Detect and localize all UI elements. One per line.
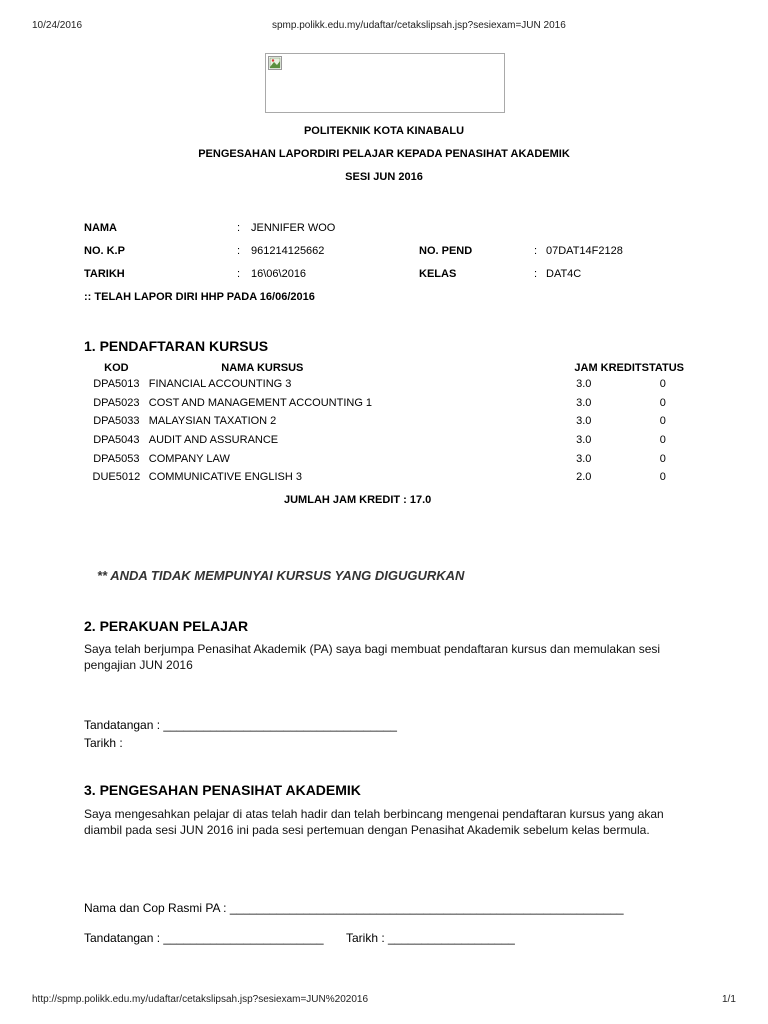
cell-status: 0 xyxy=(659,434,666,447)
table-row xyxy=(84,375,684,394)
cell-kod: DPA5013 xyxy=(93,378,140,391)
cell-jam-kredit: 3.0 xyxy=(576,378,592,391)
table-row xyxy=(84,394,684,413)
table-header-row xyxy=(84,360,684,375)
section3-title: 3. PENGESAHAN PENASIHAT AKADEMIK xyxy=(84,782,361,798)
nama-value: JENNIFER WOO xyxy=(251,222,336,234)
pend-value: 07DAT14F2128 xyxy=(546,245,623,257)
header-jam-kredit: JAM KREDIT xyxy=(574,361,642,374)
cell-status: 0 xyxy=(659,378,666,391)
footer-page-number: 1/1 xyxy=(722,994,736,1005)
cell-jam-kredit: 3.0 xyxy=(576,434,592,447)
cell-status: 0 xyxy=(659,396,666,409)
table-row xyxy=(84,449,684,468)
broken-image-icon xyxy=(268,56,282,70)
logo-image-placeholder xyxy=(265,53,505,113)
cell-jam-kredit: 3.0 xyxy=(576,396,592,409)
cell-nama-kursus: COST AND MANAGEMENT ACCOUNTING 1 xyxy=(148,396,373,409)
student-date-line: Tarikh : xyxy=(84,736,123,750)
nama-label: NAMA xyxy=(84,222,117,234)
kelas-value: DAT4C xyxy=(546,268,582,280)
cell-kod: DPA5053 xyxy=(93,452,140,465)
cell-kod: DUE5012 xyxy=(92,471,141,484)
dropped-courses-note: ** ANDA TIDAK MEMPUNYAI KURSUS YANG DIGUGURKAN xyxy=(97,568,465,583)
colon: : xyxy=(237,222,241,234)
colon: : xyxy=(237,268,241,280)
header-status: STATUS xyxy=(641,361,684,374)
kp-value: 961214125662 xyxy=(251,245,325,257)
cell-kod: DPA5033 xyxy=(93,415,140,428)
cell-nama-kursus: COMMUNICATIVE ENGLISH 3 xyxy=(148,471,302,484)
document-title: PENGESAHAN LAPORDIRI PELAJAR KEPADA PENASIHAT AKADEMIK xyxy=(198,148,570,160)
cell-nama-kursus: AUDIT AND ASSURANCE xyxy=(148,434,279,447)
cell-kod: DPA5043 xyxy=(93,434,140,447)
print-date: 10/24/2016 xyxy=(32,20,83,31)
session-title: SESI JUN 2016 xyxy=(345,171,423,183)
cell-nama-kursus: MALAYSIAN TAXATION 2 xyxy=(148,415,277,428)
tarikh-label: TARIKH xyxy=(84,268,125,280)
total-credit: JUMLAH JAM KREDIT : 17.0 xyxy=(284,494,432,506)
courses-table xyxy=(84,360,684,487)
section1-title: 1. PENDAFTARAN KURSUS xyxy=(84,338,269,354)
cell-status: 0 xyxy=(659,452,666,465)
cell-kod: DPA5023 xyxy=(93,396,140,409)
pend-label: NO. PEND xyxy=(419,245,473,257)
print-url: spmp.polikk.edu.my/udaftar/cetakslipsah.jsp?sesiexam=JUN 2016 xyxy=(272,20,566,31)
section2-title: 2. PERAKUAN PELAJAR xyxy=(84,618,249,634)
cell-status: 0 xyxy=(659,471,666,484)
header-nama-kursus: NAMA KURSUS xyxy=(221,361,304,374)
cell-status: 0 xyxy=(659,415,666,428)
student-signature-line: Tandatangan : ___________________________________ xyxy=(84,718,397,732)
section2-text: Saya telah berjumpa Penasihat Akademik (PA) saya bagi membuat pendaftaran kursus dan memulakan sesi pengajian JUN 2016 xyxy=(84,642,661,672)
pa-name-stamp-line: Nama dan Cop Rasmi PA : ___________________________________________________________ xyxy=(84,901,624,915)
cell-jam-kredit: 2.0 xyxy=(576,471,592,484)
colon: : xyxy=(237,245,241,257)
cell-nama-kursus: COMPANY LAW xyxy=(148,452,230,465)
footer-url: http://spmp.polikk.edu.my/udaftar/cetakslipsah.jsp?sesiexam=JUN%202016 xyxy=(32,994,369,1005)
table-row xyxy=(84,412,684,431)
cell-jam-kredit: 3.0 xyxy=(576,452,592,465)
colon: : xyxy=(534,245,538,257)
colon: : xyxy=(534,268,538,280)
cell-jam-kredit: 3.0 xyxy=(576,415,592,428)
institution-name: POLITEKNIK KOTA KINABALU xyxy=(303,125,465,137)
cell-nama-kursus: FINANCIAL ACCOUNTING 3 xyxy=(148,378,292,391)
table-row xyxy=(84,431,684,450)
table-row xyxy=(84,468,684,487)
tarikh-value: 16\06\2016 xyxy=(251,268,307,280)
report-note: :: TELAH LAPOR DIRI HHP PADA 16/06/2016 xyxy=(84,291,315,303)
kp-label: NO. K.P xyxy=(84,245,125,257)
pa-date-line: Tarikh : ___________________ xyxy=(346,931,515,945)
header-kod: KOD xyxy=(104,361,129,374)
kelas-label: KELAS xyxy=(419,268,457,280)
pa-signature-line: Tandatangan : ________________________ xyxy=(84,931,324,945)
section3-text: Saya mengesahkan pelajar di atas telah hadir dan telah berbincang mengenai pendaftaran kursus yang akan diambil pada sesi JUN 2016 ini pada sesi pertemuan dengan Penasihat Akademik sebelum kelas bermula. xyxy=(84,807,664,837)
